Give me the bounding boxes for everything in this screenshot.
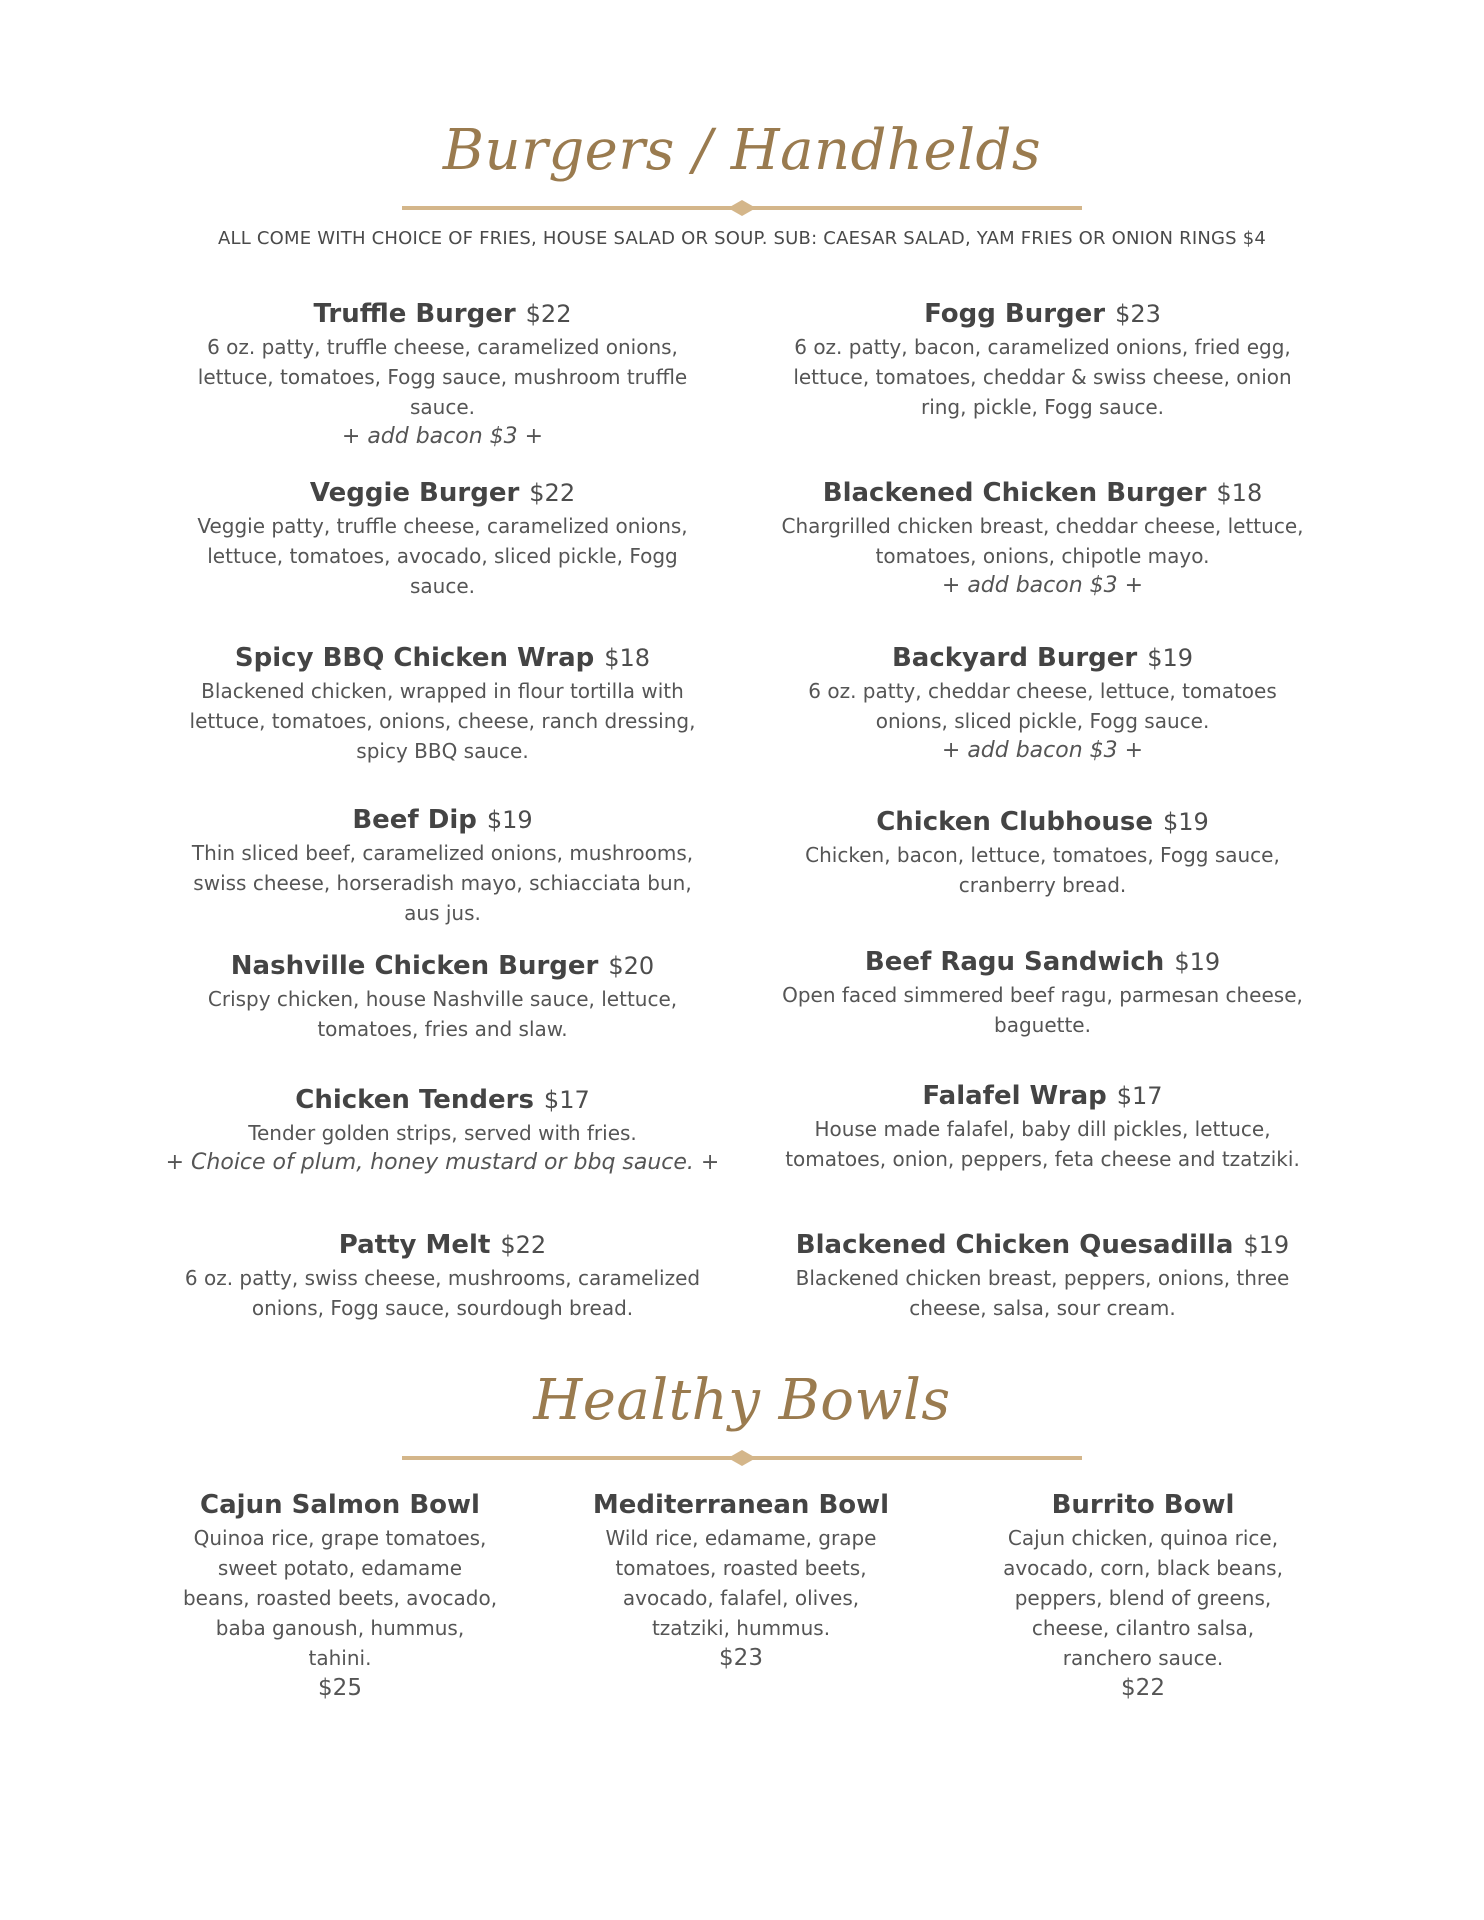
item-description: Blackened chicken breast, peppers, onions, three cheese, salsa, sour cream. — [795, 1266, 1290, 1320]
sides-note: ALL COME WITH CHOICE OF FRIES, HOUSE SALAD OR SOUP. SUB: CAESAR SALAD, YAM FRIES OR ONION RINGS $4 — [217, 228, 1267, 249]
item-name: Fogg Burger — [924, 299, 1106, 329]
menu-item — [180, 296, 705, 452]
item-name: Chicken Clubhouse — [876, 807, 1153, 837]
bowl-description: Quinoa rice, grape tomatoes, sweet potato, edamame beans, roasted beets, avocado, baba ganoush, hummus, tahini. — [182, 1526, 498, 1670]
item-name: Patty Melt — [338, 1230, 491, 1260]
item-price: $22 — [529, 479, 576, 507]
item-price: $18 — [1216, 479, 1263, 507]
item-description: House made falafel, baby dill pickles, lettuce, tomatoes, onion, peppers, feta cheese and tzatziki. — [785, 1117, 1300, 1171]
bowl-price: $25 — [318, 1675, 362, 1701]
bowl-name: Cajun Salmon Bowl — [200, 1490, 480, 1520]
item-description: Chargrilled chicken breast, cheddar cheese, lettuce, tomatoes, onions, chipotle mayo. — [781, 514, 1304, 568]
item-addon: + add bacon $3 + — [341, 424, 544, 449]
menu-item — [770, 1078, 1315, 1174]
menu-item — [180, 1227, 705, 1323]
menu-item — [160, 1082, 725, 1178]
item-addon: + add bacon $3 + — [941, 573, 1144, 598]
bowl-price: $23 — [719, 1645, 763, 1671]
item-price: $22 — [525, 300, 572, 328]
menu-item — [180, 475, 705, 601]
item-price: $20 — [608, 952, 655, 980]
item-price: $19 — [1174, 948, 1221, 976]
item-addon: + Choice of plum, honey mustard or bbq sauce. + — [165, 1150, 720, 1175]
item-name: Falafel Wrap — [922, 1081, 1107, 1111]
item-price: $19 — [1243, 1231, 1290, 1259]
item-description: Veggie patty, truffle cheese, caramelized onions, lettuce, tomatoes, avocado, sliced pickle, Fogg sauce. — [197, 514, 688, 598]
item-name: Nashville Chicken Burger — [230, 951, 599, 981]
item-price: $17 — [1116, 1082, 1163, 1110]
item-name: Backyard Burger — [891, 643, 1138, 673]
section-divider — [402, 1448, 1082, 1468]
menu-item — [780, 1227, 1305, 1323]
item-price: $23 — [1115, 300, 1161, 328]
menu-item — [780, 296, 1305, 422]
item-price: $18 — [604, 644, 651, 672]
item-description: Tender golden strips, served with fries. — [248, 1121, 637, 1145]
bowl-item — [583, 1487, 899, 1673]
bowl-price: $22 — [1121, 1675, 1165, 1701]
item-name: Chicken Tenders — [295, 1085, 534, 1115]
item-description: 6 oz. patty, truffle cheese, caramelized onions, lettuce, tomatoes, Fogg sauce, mushroom truffle sauce. — [197, 335, 688, 419]
section-title-burgers: Burgers / Handhelds — [442, 118, 1042, 183]
bowl-name: Burrito Bowl — [1051, 1490, 1235, 1520]
menu-item — [780, 475, 1305, 601]
menu-item — [180, 802, 705, 928]
item-description: Blackened chicken, wrapped in flour tortilla with lettuce, tomatoes, onions, cheese, ranch dressing, spicy BBQ sauce. — [189, 679, 696, 763]
bowl-item — [985, 1487, 1301, 1703]
section-divider — [402, 198, 1082, 218]
bowl-item — [182, 1487, 498, 1703]
item-description: Open faced simmered beef ragu, parmesan cheese, baguette. — [782, 983, 1303, 1037]
bowl-name: Mediterranean Bowl — [592, 1490, 890, 1520]
item-description: Chicken, bacon, lettuce, tomatoes, Fogg sauce, cranberry bread. — [805, 843, 1280, 897]
item-description: 6 oz. patty, cheddar cheese, lettuce, tomatoes onions, sliced pickle, Fogg sauce. — [808, 679, 1277, 733]
menu-item — [780, 640, 1305, 766]
item-description: 6 oz. patty, swiss cheese, mushrooms, caramelized onions, Fogg sauce, sourdough bread. — [184, 1266, 701, 1320]
bowl-description: Cajun chicken, quinoa rice, avocado, corn, black beans, peppers, blend of greens, cheese, cilantro salsa, ranchero sauce. — [1003, 1526, 1283, 1670]
item-price: $19 — [486, 806, 533, 834]
item-price: $19 — [1147, 644, 1194, 672]
item-description: Thin sliced beef, caramelized onions, mushrooms, swiss cheese, horseradish mayo, schiacciata bun, aus jus. — [191, 841, 694, 925]
item-price: $19 — [1163, 808, 1209, 836]
item-description: 6 oz. patty, bacon, caramelized onions, fried egg, lettuce, tomatoes, cheddar & swiss cheese, onion ring, pickle, Fogg sauce. — [793, 335, 1292, 419]
item-name: Blackened Chicken Burger — [822, 478, 1207, 508]
menu-item — [180, 640, 705, 766]
item-name: Beef Ragu Sandwich — [864, 947, 1165, 977]
item-name: Veggie Burger — [309, 478, 520, 508]
menu-item — [780, 944, 1305, 1040]
item-description: Crispy chicken, house Nashville sauce, lettuce, tomatoes, fries and slaw. — [207, 987, 678, 1041]
item-price: $17 — [543, 1086, 590, 1114]
item-name: Spicy BBQ Chicken Wrap — [234, 643, 595, 673]
item-name: Beef Dip — [352, 805, 477, 835]
menu-item — [780, 804, 1305, 900]
item-name: Truffle Burger — [313, 299, 516, 329]
item-addon: + add bacon $3 + — [941, 738, 1144, 763]
item-name: Blackened Chicken Quesadilla — [795, 1230, 1234, 1260]
section-title-bowls: Healthy Bowls — [533, 1368, 951, 1433]
bowl-description: Wild rice, edamame, grape tomatoes, roasted beets, avocado, falafel, olives, tzatziki, hummus. — [605, 1526, 877, 1640]
menu-item — [180, 948, 705, 1044]
item-price: $22 — [500, 1231, 547, 1259]
